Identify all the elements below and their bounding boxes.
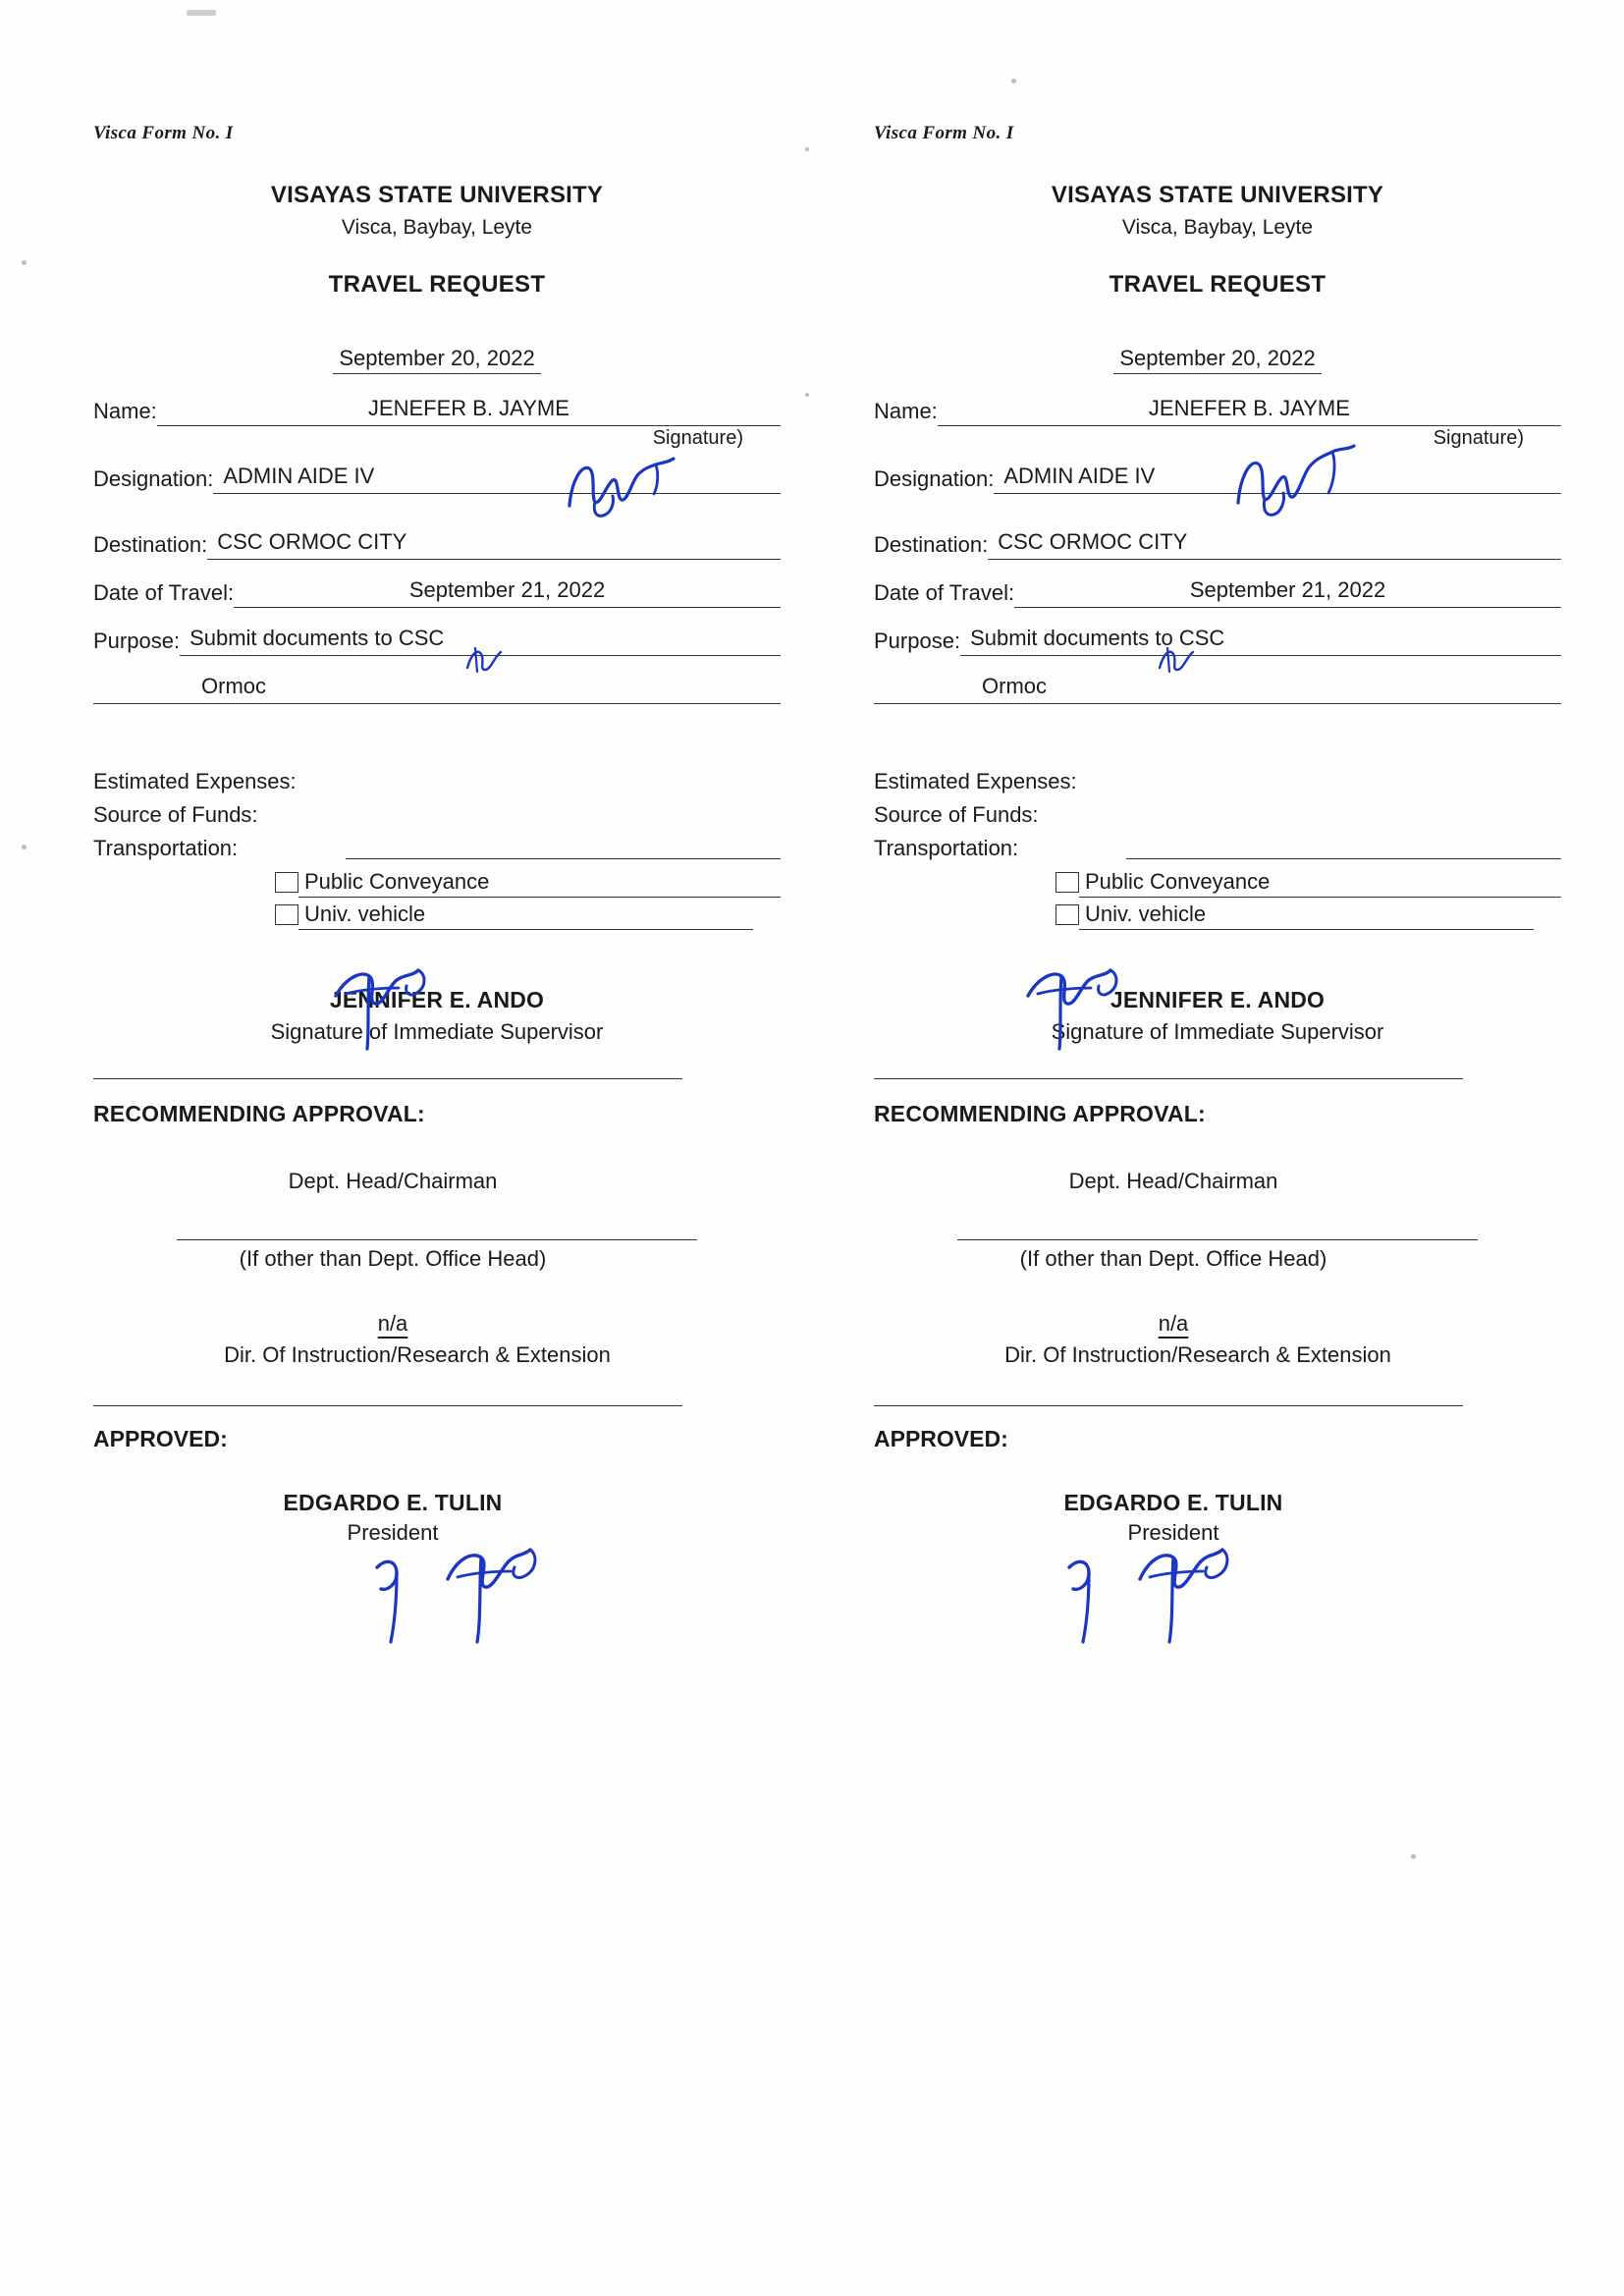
univ-vehicle-checkbox[interactable] (1056, 904, 1079, 925)
document-title: TRAVEL REQUEST (1109, 271, 1326, 298)
date-value: September 20, 2022 (1113, 346, 1321, 374)
designation-label: Designation: (93, 466, 214, 491)
univ-vehicle-row (275, 902, 781, 930)
director-value: n/a (1158, 1311, 1189, 1336)
approved-label: APPROVED: (93, 1426, 228, 1451)
scan-speck (1011, 79, 1016, 83)
destination-value: CSC ORMOC CITY (207, 527, 781, 560)
purpose-value-2: Ormoc (874, 672, 1561, 704)
univ-vehicle-label: Univ. vehicle (298, 902, 753, 930)
source-of-funds-row (874, 798, 1561, 832)
designation-value: ADMIN AIDE IV (213, 462, 781, 494)
date-of-travel-row (874, 575, 1561, 608)
name-label: Name: (93, 399, 157, 423)
destination-value: CSC ORMOC CITY (988, 527, 1561, 560)
recommending-approval-label: RECOMMENDING APPROVAL: (874, 1101, 1206, 1126)
estimated-expenses-row (93, 765, 781, 798)
destination-label: Destination: (874, 532, 989, 557)
univ-vehicle-row (1056, 902, 1561, 930)
supervisor-block (93, 987, 781, 1045)
univ-vehicle-label: Univ. vehicle (1079, 902, 1534, 930)
source-of-funds-label: Source of Funds: (874, 802, 1039, 827)
date-value: September 20, 2022 (333, 346, 540, 374)
transportation-label: Transportation: (874, 836, 1019, 860)
supervisor-rule (93, 1078, 682, 1079)
signature-label: Signature) (652, 427, 743, 449)
name-row (93, 394, 781, 449)
supervisor-caption: Signature of Immediate Supervisor (270, 1019, 604, 1044)
dept-head-label: Dept. Head/Chairman (1068, 1169, 1278, 1193)
transportation-row (874, 832, 1561, 865)
date-of-travel-row (93, 575, 781, 608)
name-label: Name: (874, 399, 938, 423)
if-other-caption: (If other than Dept. Office Head) (1019, 1246, 1327, 1271)
purpose-value: Submit documents to CSC (960, 624, 1561, 656)
travel-request-form-left (93, 123, 781, 1546)
supervisor-block (874, 987, 1561, 1045)
purpose-value: Submit documents to CSC (180, 624, 781, 656)
president-caption: President (347, 1520, 439, 1545)
president-signature-ink-right (1056, 1540, 1242, 1658)
university-name: VISAYAS STATE UNIVERSITY (1051, 182, 1384, 208)
name-row (874, 394, 1561, 449)
public-conveyance-label: Public Conveyance (298, 869, 781, 898)
estimated-expenses-label: Estimated Expenses: (93, 769, 297, 793)
purpose-label: Purpose: (93, 629, 181, 653)
supervisor-name: JENNIFER E. ANDO (329, 987, 545, 1012)
purpose-value-2: Ormoc (93, 672, 781, 704)
dept-head-label: Dept. Head/Chairman (288, 1169, 498, 1193)
form-number: Visca Form No. I (93, 123, 234, 143)
director-caption: Dir. Of Instruction/Research & Extension (1004, 1342, 1391, 1367)
approved-rule (874, 1405, 1463, 1406)
public-conveyance-label: Public Conveyance (1079, 869, 1561, 898)
supervisor-caption: Signature of Immediate Supervisor (1051, 1019, 1384, 1044)
destination-label: Destination: (93, 532, 208, 557)
univ-vehicle-checkbox[interactable] (275, 904, 298, 925)
university-address: Visca, Baybay, Leyte (1121, 216, 1314, 239)
designation-row (93, 462, 781, 494)
name-value: JENEFER B. JAYME (157, 394, 781, 426)
public-conveyance-row (275, 869, 781, 898)
date-of-travel-label: Date of Travel: (874, 580, 1015, 605)
public-conveyance-checkbox[interactable] (1056, 872, 1079, 893)
transportation-line (346, 858, 781, 859)
dept-head-rule (177, 1239, 697, 1240)
president-block (93, 1490, 781, 1546)
form-number: Visca Form No. I (874, 123, 1014, 143)
purpose-row (874, 624, 1561, 656)
date-of-travel-value: September 21, 2022 (1014, 575, 1561, 608)
president-block (874, 1490, 1561, 1546)
scan-speck (1411, 1854, 1416, 1859)
date-field (93, 346, 781, 374)
president-name: EDGARDO E. TULIN (1063, 1490, 1283, 1515)
estimated-expenses-label: Estimated Expenses: (874, 769, 1077, 793)
designation-value: ADMIN AIDE IV (994, 462, 1561, 494)
director-value: n/a (377, 1311, 408, 1336)
document-title: TRAVEL REQUEST (328, 271, 546, 298)
university-name: VISAYAS STATE UNIVERSITY (270, 182, 604, 208)
public-conveyance-checkbox[interactable] (275, 872, 298, 893)
destination-row (93, 527, 781, 560)
purpose-row-2 (93, 672, 781, 704)
destination-row (874, 527, 1561, 560)
date-of-travel-value: September 21, 2022 (234, 575, 781, 608)
designation-label: Designation: (874, 466, 995, 491)
expenses-section (93, 765, 781, 865)
president-name: EDGARDO E. TULIN (283, 1490, 503, 1515)
estimated-expenses-row (874, 765, 1561, 798)
purpose-row (93, 624, 781, 656)
director-caption: Dir. Of Instruction/Research & Extension (224, 1342, 611, 1367)
supervisor-name: JENNIFER E. ANDO (1110, 987, 1326, 1012)
dept-head-rule (957, 1239, 1478, 1240)
president-caption: President (1127, 1520, 1219, 1545)
scan-speck (187, 10, 216, 16)
forms-container (0, 123, 1624, 1546)
transportation-label: Transportation: (93, 836, 239, 860)
purpose-row-2 (874, 672, 1561, 704)
recommending-approval-label: RECOMMENDING APPROVAL: (93, 1101, 425, 1126)
designation-row (874, 462, 1561, 494)
supervisor-rule (874, 1078, 1463, 1079)
transportation-line (1126, 858, 1561, 859)
approved-rule (93, 1405, 682, 1406)
date-field (874, 346, 1561, 374)
name-value: JENEFER B. JAYME (938, 394, 1561, 426)
date-of-travel-label: Date of Travel: (93, 580, 235, 605)
travel-request-form-right (874, 123, 1561, 1546)
purpose-label: Purpose: (874, 629, 961, 653)
public-conveyance-row (1056, 869, 1561, 898)
expenses-section (874, 765, 1561, 865)
if-other-caption: (If other than Dept. Office Head) (239, 1246, 547, 1271)
approved-label: APPROVED: (874, 1426, 1008, 1451)
source-of-funds-row (93, 798, 781, 832)
transportation-row (93, 832, 781, 865)
university-address: Visca, Baybay, Leyte (341, 216, 533, 239)
president-signature-ink-left (363, 1540, 550, 1658)
source-of-funds-label: Source of Funds: (93, 802, 258, 827)
signature-label: Signature) (1433, 427, 1524, 449)
